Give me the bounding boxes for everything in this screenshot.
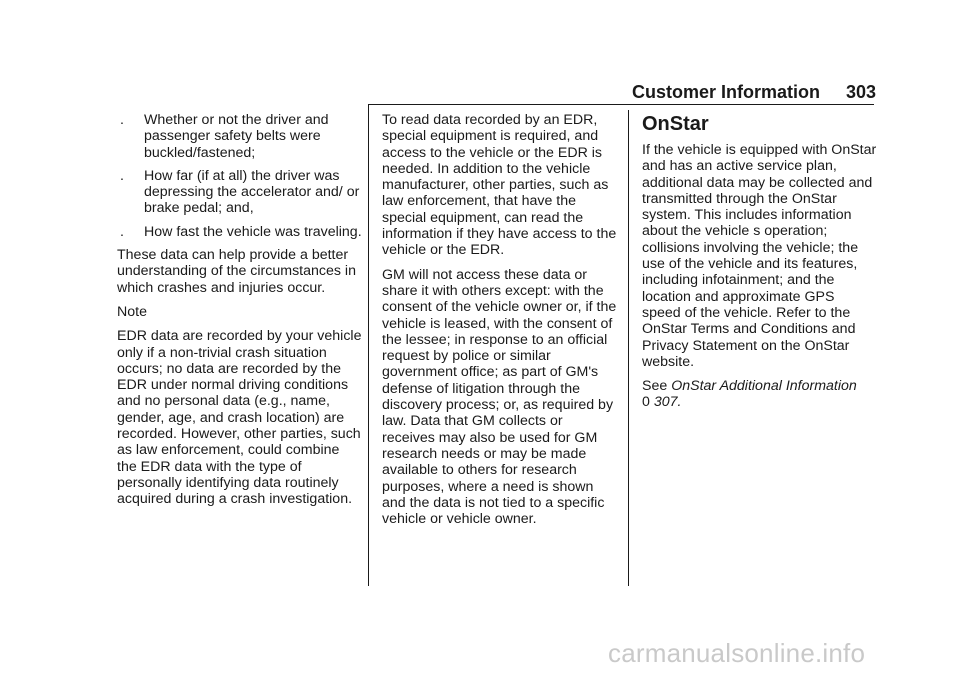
bullet-marker: . <box>120 223 124 240</box>
section-heading-onstar: OnStar <box>642 113 709 135</box>
bullet-marker: . <box>120 112 124 128</box>
note-paragraph: EDR data are recorded by your vehicle only if a non-trivial crash situation occurs; no data are recorded by the EDR under normal driving conditions and no personal data (e.g., name, gender, age, and crash location) are recorded. However, other parties, such as law enforcement, could combine the EDR data with the type of personally identifying data routinely acquired during a crash investigation. <box>117 328 362 508</box>
cross-reference-link[interactable] <box>642 378 857 410</box>
paragraph: To read data recorded by an EDR, special equipment is required, and access to the vehicle or the EDR is needed. In addition to the vehicle manufacturer, other parties, such as law enforcement, that have the special equipment, can read the information if they have access to the vehicle or the EDR. <box>382 112 617 259</box>
column-2 <box>382 112 618 535</box>
bullet-item <box>117 112 362 161</box>
see-reference <box>642 378 877 411</box>
header-section-title: Customer Information <box>632 82 821 102</box>
bullet-text: Whether or not the driver and passenger safety belts were buckled/fastened; <box>144 112 329 161</box>
watermark: carmanualsonline.info <box>608 638 866 668</box>
see-prefix: See <box>642 378 668 395</box>
column-3 <box>642 112 877 419</box>
page-header <box>632 82 876 103</box>
page-reference-icon: 0 <box>642 394 650 411</box>
page-number: 303 <box>845 82 876 102</box>
column-1 <box>117 112 362 516</box>
column-divider-right <box>628 110 629 586</box>
bullet-item <box>117 224 362 240</box>
header-rule <box>368 104 874 105</box>
bullet-text: How fast the vehicle was traveling. <box>144 223 362 240</box>
paragraph: GM will not access these data or share it with others except: with the consent of the vehicle owner or, if the vehicle is leased, with the consent of the lessee; in response to an official request by police or similar government office; as part of GM's defense of litigation through the discovery process; or, as required by law. Data that GM collects or receives may also be used for GM research needs or may be made available to others for research purposes, where a need is shown and the data is not tied to a specific vehicle or vehicle owner. <box>382 266 617 528</box>
column-divider-left <box>368 104 369 586</box>
cross-reference-page: 307. <box>653 394 682 411</box>
paragraph: These data can help provide a better understanding of the circumstances in which crashes and injuries occur. <box>117 247 356 296</box>
note-label: Note <box>117 303 147 320</box>
paragraph: If the vehicle is equipped with OnStar and has an active service plan, additional data may be collected and transmitted through the OnStar system. This includes information about the vehicle s operation; collisions involving the vehicle; the use of the vehicle and its features, including infotainment; and the location and approximate GPS speed of the vehicle. Refer to the OnStar Terms and Conditions and Privacy Statement on the OnStar website. <box>642 142 877 370</box>
cross-reference-title: OnStar Additional Information <box>671 378 857 395</box>
bullet-text: How far (if at all) the driver was depressing the accelerator and/ or brake pedal; and, <box>144 167 360 217</box>
bullet-item <box>117 168 362 217</box>
bullet-marker: . <box>120 167 124 184</box>
